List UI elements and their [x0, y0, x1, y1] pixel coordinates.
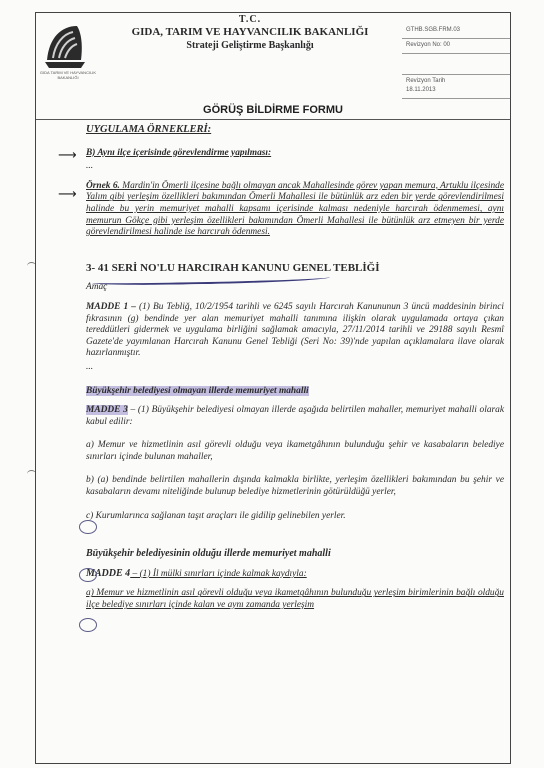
amac-heading: Amaç	[86, 282, 108, 293]
subheading-metropolitan: Büyükşehir belediyesinin olduğu illerde memuriyet mahalli	[86, 548, 331, 560]
header-tc: T.C.	[238, 14, 262, 25]
revision-date-label: Revizyon Tarih	[406, 78, 446, 84]
meta-spacer	[402, 54, 510, 75]
revision-no: Revizyon No: 00	[402, 39, 510, 54]
madde-4-item-a: a) Memur ve hizmetlinin asıl görevli olduğu veya ikametgâhının bulunduğu yerleşim birimlerinin bağlı olduğu ilçe belediye sınırları içinde kalan ve aynı zamanda yerleşim	[86, 588, 504, 611]
madde-3-item-c: c) Kurumlarınca sağlanan taşıt araçları ile gidilip gelinebilen yerler.	[86, 510, 346, 521]
pen-circle-mark	[79, 568, 97, 582]
ellipsis: ...	[86, 161, 94, 172]
title-divider	[36, 119, 510, 120]
arrow-annotation-icon: ⟶	[58, 148, 77, 163]
madde-3-item-a: a) Memur ve hizmetlinin asıl görevli olduğu veya ikametgâhının bulunduğu şehir ve kasabaların belediye sınırları içinde bulunan mahaller,	[86, 440, 504, 462]
item-b-heading: B) Aynı ilçe içerisinde görevlendirme yapılması:	[86, 147, 272, 158]
example-6-paragraph: Örnek 6. Mardin'in Ömerli ilçesine bağlı olmayan ancak Mahallesinde görev yapan memura, Artuklu ilçesinde Yalım gibi yerleşim özellikleri bakımından Ömerli Mahallesi ile bütünlük arz eden bir yerde görevlendirilmesi halinde bu yerin memuriyet mahalli kapsamı içerisinde kalması nedeniyle harcırah ödenmemesi, aynı memurun Gökçe gibi yerleşim özellikleri bakımından Ömerli Mahallesi ile bütünlük arz etmeyen bir yerde görevlendirilmesi halinde ise harcırah ödenmesi.	[86, 180, 504, 238]
form-title: GÖRÜŞ BİLDİRME FORMU	[203, 104, 343, 116]
madde-4-paragraph: MADDE 4 – (1) İl mülki sınırları içinde kalmak kaydıyla:	[86, 567, 307, 579]
ministry-name: GIDA, TARIM VE HAYVANCILIK BAKANLIĞI	[131, 26, 369, 38]
madde-1-paragraph: MADDE 1 – (1) Bu Tebliğ, 10/2/1954 tarihli ve 6245 sayılı Harcırah Kanununun 3 üncü maddesinin birinci fıkrasının (g) bendinde yer alan memuriyet mahalli tanımına ilişkin olarak uygulamada ortaya çıkan tereddütleri gidermek ve uygulama birliğini sağlamak amacıyla, 27/11/2014 tarihli ve 29188 sayılı Resmî Gazete'de yayımlanan Harcırah Kanunu Genel Tebliği (Seri No: 39)'nde yapılan açıklamalara ilave olarak hazırlanmıştır.	[86, 301, 504, 359]
pen-circle-mark	[79, 618, 97, 632]
document-header	[110, 14, 390, 51]
madde-3-item-b: b) (a) bendinde belirtilen mahallerin dışında kalmakla birlikte, yerleşim özellikleri bakımından bu şehir ve kasabaların devamı niteliğinde bulunup belediye hizmetlerinin götürüldüğü yerler,	[86, 475, 504, 498]
revision-date-value: 18.11.2013	[402, 84, 510, 99]
section-heading-examples: UYGULAMA ÖRNEKLERİ:	[86, 124, 212, 135]
arrow-annotation-icon: ⟶	[58, 187, 77, 202]
form-code: GTHB.SGB.FRM.03	[402, 24, 510, 39]
logo-caption: GIDA TARIM VE HAYVANCILIK BAKANLIĞI	[39, 70, 97, 80]
department-name: Strateji Geliştirme Başkanlığı	[186, 40, 314, 51]
subheading-non-metropolitan: Büyükşehir belediyesi olmayan illerde memuriyet mahalli	[86, 385, 309, 396]
ellipsis: ...	[86, 361, 94, 372]
pen-circle-mark	[79, 520, 97, 534]
section-heading-teblig: 3- 41 SERİ NO'LU HARCIRAH KANUNU GENEL TEBLİĞİ	[86, 261, 380, 274]
form-meta-box	[402, 24, 510, 99]
madde-3-paragraph: MADDE 3 – (1) Büyükşehir belediyesi olmayan illerde aşağıda belirtilen mahaller, memuriyet mahalli olarak kabul edilir:	[86, 405, 504, 427]
form-content	[86, 121, 504, 612]
